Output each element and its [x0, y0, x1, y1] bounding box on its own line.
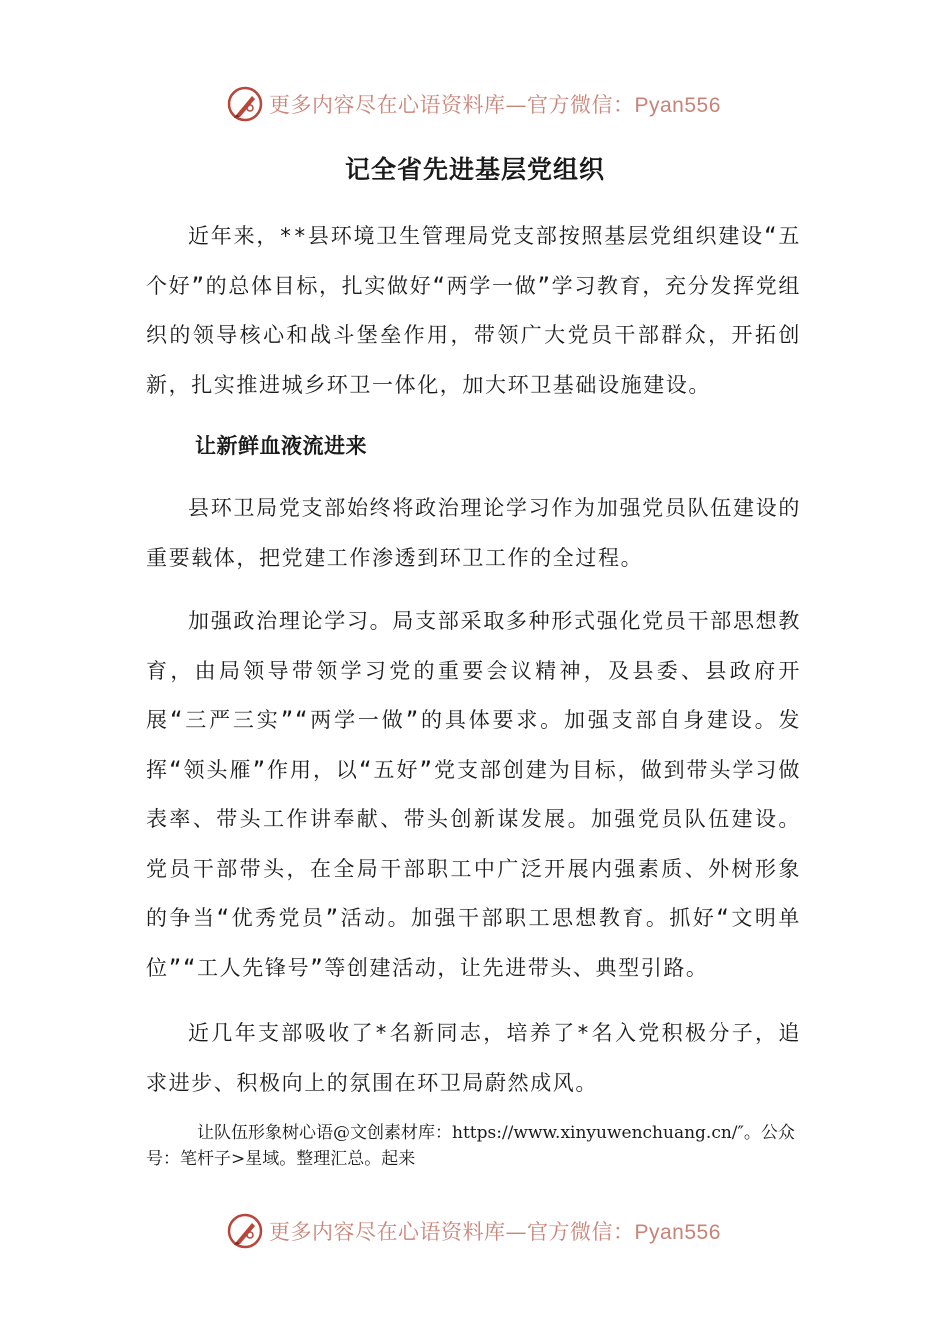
footer-note: 让队伍形象树心语@文创素材库：https://www.xinyuwenchuang.cn/″。公众号：笔杆子>星域。整理汇总。起来 [146, 1123, 795, 1169]
wechat-id: Pyan556 [634, 94, 721, 117]
body-paragraph-1: 县环卫局党支部始终将政治理论学习作为加强党员队伍建设的重要载体，把党建工作渗透到环卫工作的全过程。 [146, 496, 801, 570]
body-paragraph-3: 近几年支部吸收了*名新同志，培养了*名入党积极分子，追求进步、积极向上的氛围在环卫局蔚然成风。 [146, 1021, 801, 1095]
pen-logo-icon [225, 1211, 265, 1251]
header-banner [225, 84, 721, 124]
banner-text: 更多内容尽在心语资料库—官方微信： [269, 93, 635, 117]
banner-text: 更多内容尽在心语资料库—官方微信： [269, 1220, 635, 1244]
page-title: 记全省先进基层党组织 [344, 155, 605, 184]
footer-banner [225, 1211, 721, 1251]
pen-logo-icon [225, 84, 265, 124]
section-heading: 让新鲜血液流进来 [195, 434, 367, 458]
intro-paragraph: 近年来，**县环境卫生管理局党支部按照基层党组织建设“五个好”的总体目标，扎实做好“两学一做”学习教育，充分发挥党组织的领导核心和战斗堡垒作用，带领广大党员干部群众，开拓创新，扎实推进城乡环卫一体化，加大环卫基础设施建设。 [146, 224, 801, 397]
body-paragraph-2: 加强政治理论学习。局支部采取多种形式强化党员干部思想教育，由局领导带领学习党的重要会议精神，及县委、县政府开展“三严三实”“两学一做”的具体要求。加强支部自身建设。发挥“领头雁”作用，以“五好”党支部创建为目标，做到带头学习做表率、带头工作讲奉献、带头创新谋发展。加强党员队伍建设。党员干部带头，在全局干部职工中广泛开展内强素质、外树形象的争当“优秀党员”活动。加强干部职工思想教育。抓好“文明单位”“工人先锋号”等创建活动，让先进带头、典型引路。 [146, 609, 801, 980]
wechat-id: Pyan556 [634, 1221, 721, 1244]
